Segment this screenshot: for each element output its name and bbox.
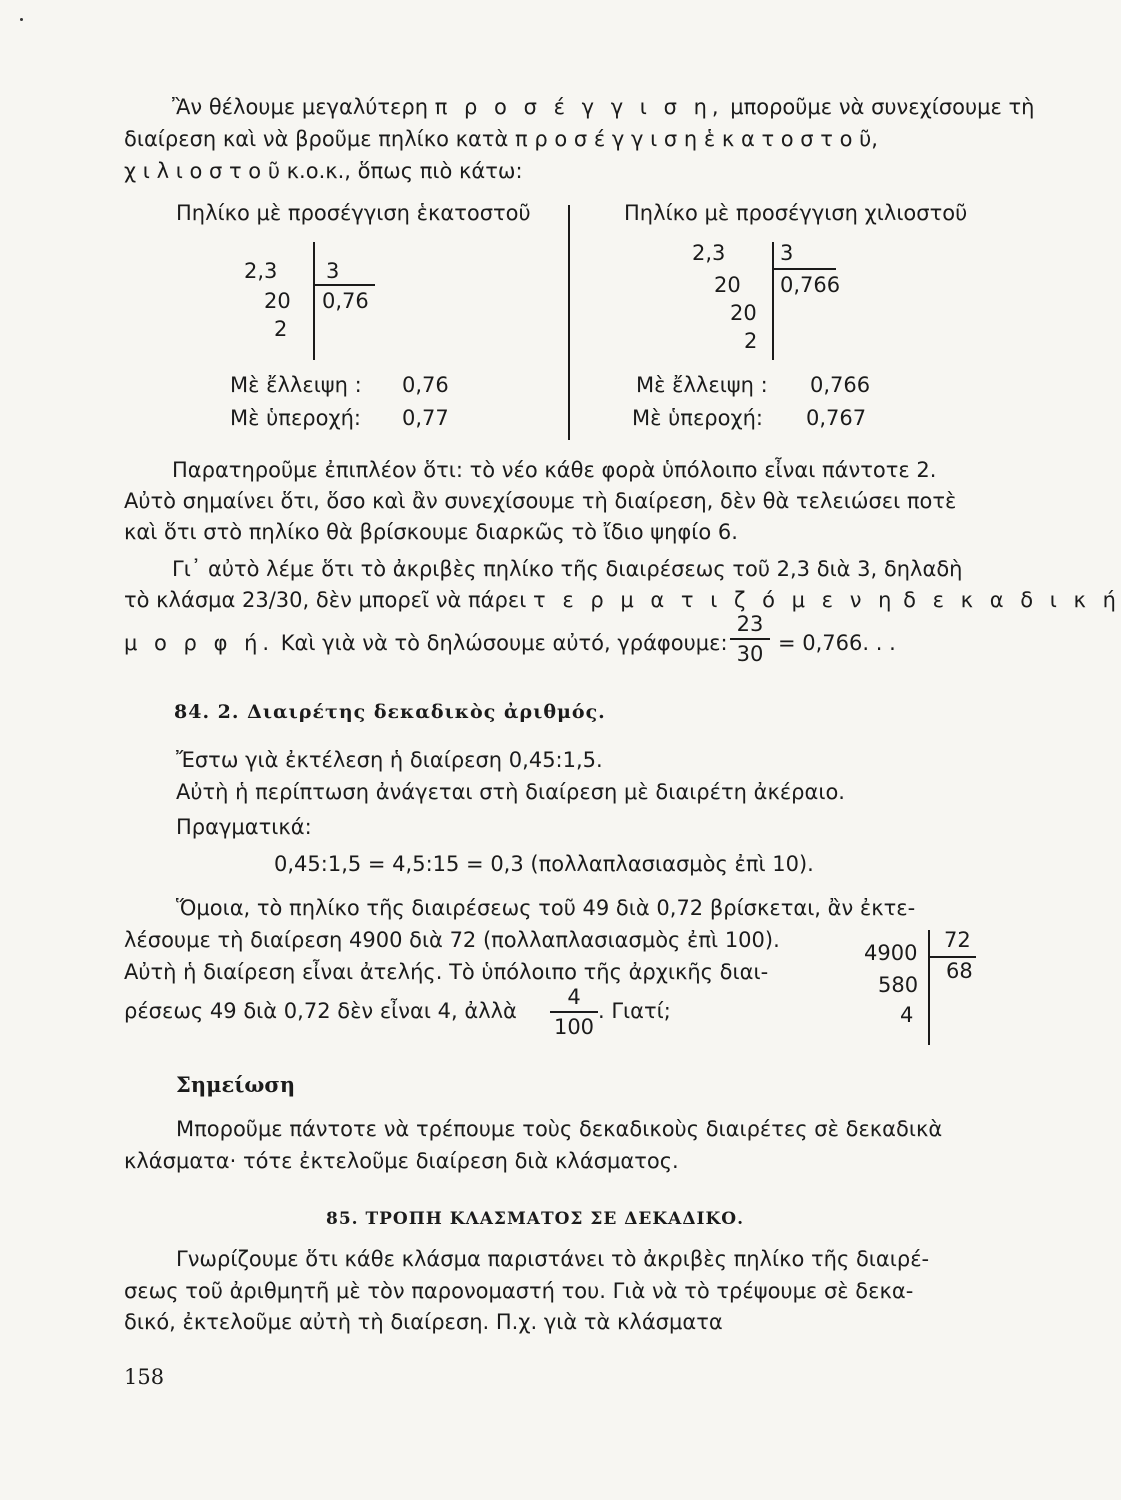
section-85-title: 85. ΤΡΟΠΗ ΚΛΑΣΜΑΤΟΣ ΣΕ ΔΕΚΑΔΙΚΟ. [326, 1209, 745, 1229]
right-panel-heading: Πηλίκο μὲ προσέγγιση χιλιοστοῦ [624, 201, 968, 225]
para2-line-3: μ ο ρ φ ή. Καὶ γιὰ νὰ τὸ δηλώσουμε αὐτό, γράφουμε: [124, 631, 728, 655]
right-remainder-1: 20 [714, 273, 741, 297]
left-lower-value: 0,76 [402, 373, 449, 397]
section-84-line-5: Ὅμοια, τὸ πηλίκο τῆς διαιρέσεως τοῦ 49 διὰ 0,72 βρίσκεται, ἂν ἐκτε- [176, 896, 916, 920]
para1-line-3: καὶ ὅτι στὸ πηλίκο θὰ βρίσκουμε διαρκῶς τὸ ἴδιο ψηφίο 6. [124, 520, 738, 544]
section-84-title: 84. 2. Διαιρέτης δεκαδικὸς ἀριθμός. [174, 701, 606, 723]
section-84-line-8a: ρέσεως 49 διὰ 0,72 δὲν εἶναι 4, ἀλλὰ [124, 999, 517, 1023]
right-remainder-2: 20 [730, 301, 757, 325]
left-remainder-2: 2 [274, 317, 288, 341]
fraction-denominator: 30 [736, 642, 764, 666]
right-quotient: 0,766 [780, 273, 841, 297]
para1-line-1: Παρατηροῦμε ἐπιπλέον ὅτι: τὸ νέο κάθε φορὰ ὑπόλοιπο εἶναι πάντοτε 2. [172, 458, 937, 482]
div-remainder-2: 4 [900, 1003, 914, 1027]
fraction-numerator: 23 [736, 612, 764, 636]
para2-result: = 0,766. . . [778, 631, 896, 655]
page-number: 158 [124, 1365, 165, 1389]
div-bar-v [928, 930, 930, 1045]
fraction-numerator: 4 [567, 985, 581, 1009]
note-title: Σημείωση [176, 1072, 296, 1097]
fraction-denominator: 100 [553, 1015, 595, 1039]
section-85-line-2: σεως τοῦ ἀριθμητῆ μὲ τὸν παρονομαστή του. Γιὰ νὰ τὸ τρέψουμε σὲ δεκα- [124, 1279, 914, 1303]
section-84-line-1: Ἔστω γιὰ ἐκτέλεση ἡ διαίρεση 0,45:1,5. [176, 748, 603, 772]
left-division-bar-v [313, 242, 315, 360]
section-84-line-6: λέσουμε τὴ διαίρεση 4900 διὰ 72 (πολλαπλασιασμὸς ἐπὶ 100). [124, 928, 780, 952]
right-lower-value: 0,766 [810, 373, 871, 397]
div-dividend: 4900 [864, 941, 918, 965]
div-remainder-1: 580 [878, 973, 919, 997]
left-quotient: 0,76 [322, 289, 369, 313]
left-divisor: 3 [326, 259, 340, 283]
right-lower-label: Μὲ ἔλλειψη : [636, 373, 768, 397]
scan-dot [20, 18, 23, 21]
panel-divider [568, 205, 570, 440]
right-upper-label: Μὲ ὑπεροχή: [632, 406, 763, 430]
note-line-2: κλάσματα· τότε ἐκτελοῦμε διαίρεση διὰ κλάσματος. [124, 1149, 679, 1173]
right-upper-value: 0,767 [806, 406, 867, 430]
left-lower-label: Μὲ ἔλλειψη : [230, 373, 362, 397]
intro-line-2: διαίρεση καὶ νὰ βροῦμε πηλίκο κατὰ π ρ ο σ έ γ γ ι σ η ἑ κ α τ ο σ τ ο ῦ, [124, 127, 878, 151]
intro-line-3: χ ι λ ι ο σ τ ο ῦ κ.ο.κ., ὅπως πιὸ κάτω: [124, 159, 523, 183]
section-84-line-8b: . Γιατί; [598, 999, 671, 1023]
para2-line-2: τὸ κλάσμα 23/30, δὲν μπορεῖ νὰ πάρει τ ε ρ μ α τ ι ζ ό μ ε ν η δ ε κ α δ ι κ ή [124, 588, 1121, 612]
section-84-line-4: 0,45:1,5 = 4,5:15 = 0,3 (πολλαπλασιασμὸς ἐπὶ 10). [274, 852, 814, 876]
section-85-line-3: δικό, ἐκτελοῦμε αὐτὴ τὴ διαίρεση. Π.χ. γιὰ τὰ κλάσματα [124, 1310, 723, 1334]
fraction-23-30 [730, 611, 770, 667]
left-remainder-1: 20 [264, 289, 291, 313]
right-remainder-3: 2 [744, 329, 758, 353]
right-dividend: 2,3 [692, 241, 726, 265]
left-upper-label: Μὲ ὑπεροχή: [230, 406, 361, 430]
right-divisor: 3 [780, 241, 794, 265]
section-84-line-2: Αὐτὴ ἡ περίπτωση ἀνάγεται στὴ διαίρεση μὲ διαιρέτη ἀκέραιο. [176, 780, 845, 804]
para2-line-1: Γι᾽ αὐτὸ λέμε ὅτι τὸ ἀκριβὲς πηλίκο τῆς διαιρέσεως τοῦ 2,3 διὰ 3, δηλαδὴ [172, 557, 963, 581]
section-84-line-3: Πραγματικά: [176, 815, 312, 839]
div-quotient: 68 [946, 959, 973, 983]
section-85-line-1: Γνωρίζουμε ὅτι κάθε κλάσμα παριστάνει τὸ ἀκριβὲς πηλίκο τῆς διαιρέ- [176, 1247, 930, 1271]
right-division-bar-v [772, 242, 774, 360]
div-divisor: 72 [944, 928, 971, 952]
left-panel-heading: Πηλίκο μὲ προσέγγιση ἑκατοστοῦ [176, 201, 531, 225]
left-upper-value: 0,77 [402, 406, 449, 430]
para1-line-2: Αὐτὸ σημαίνει ὅτι, ὅσο καὶ ἂν συνεχίσουμε τὴ διαίρεση, δὲν θὰ τελειώσει ποτὲ [124, 489, 957, 513]
left-dividend: 2,3 [244, 259, 278, 283]
fraction-4-100 [550, 984, 598, 1040]
intro-line-1: Ἂν θέλουμε μεγαλύτερη π ρ ο σ έ γ γ ι σ η, μποροῦμε νὰ συνεχίσουμε τὴ [172, 95, 1035, 119]
section-84-line-7: Αὐτὴ ἡ διαίρεση εἶναι ἀτελής. Τὸ ὑπόλοιπο τῆς ἀρχικῆς διαι- [124, 960, 769, 984]
note-line-1: Μποροῦμε πάντοτε νὰ τρέπουμε τοὺς δεκαδικοὺς διαιρέτες σὲ δεκαδικὰ [176, 1117, 943, 1141]
